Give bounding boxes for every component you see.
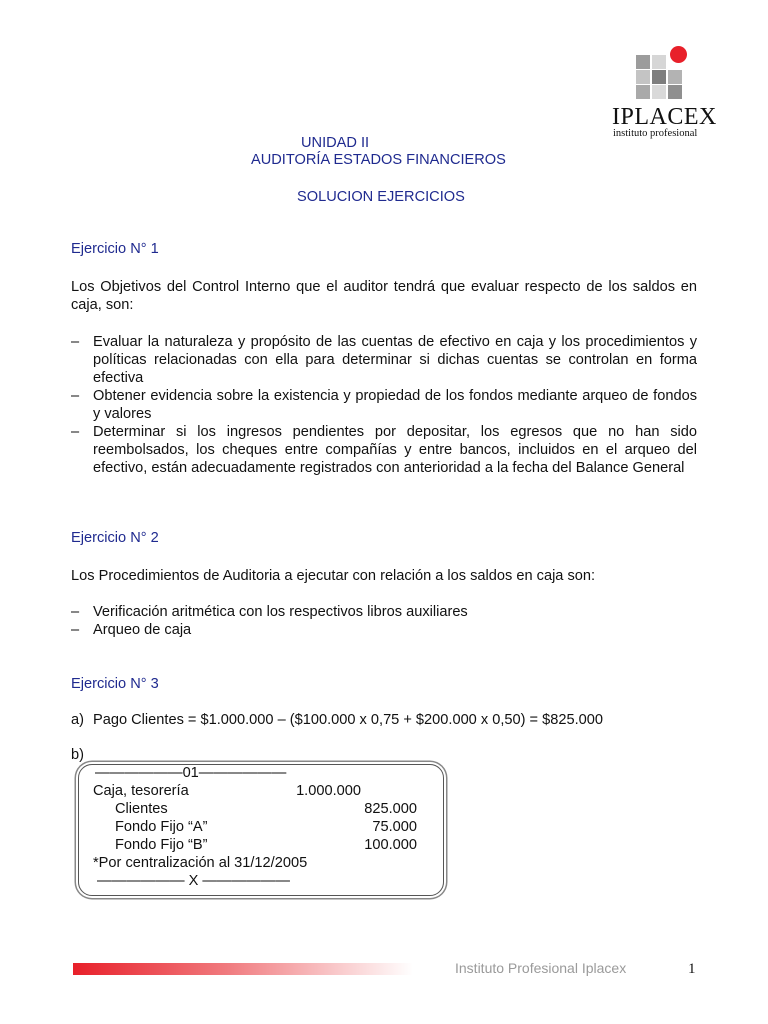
exercise-1-bullets [71,333,697,477]
logo-mosaic-square [652,55,666,69]
logo-mosaic-square [652,85,666,99]
logo-mosaic-square [636,85,650,99]
footer-institution: Instituto Profesional Iplacex [455,960,627,976]
exercise-1-title: Ejercicio N° 1 [71,241,159,257]
item-a-formula: Pago Clientes = $1.000.000 – ($100.000 x 0,75 + $200.000 x 0,50) = $825.000 [93,712,603,728]
journal-debit-account: Caja, tesorería [93,783,189,799]
unit-title: UNIDAD II [301,135,370,151]
logo-brand: IPLACEX [612,104,717,130]
logo-subtitle: instituto profesional [613,128,698,139]
journal-debit-amount: 1.000.000 [296,783,361,799]
journal-credit-account: Fondo Fijo “A” [115,819,208,835]
journal-credit-account: Clientes [115,801,168,817]
list-item: – Determinar si los ingresos pendientes por depositar, los egresos que no han sido reembolsados, los cheques entre compañías y entre bancos, incluidos en el arqueo del efectivo, están adecuadamente registrados con anterioridad a la fecha del Balance General [71,424,697,476]
iplacex-logo [612,44,717,140]
exercise-2-title: Ejercicio N° 2 [71,530,159,546]
document-title: AUDITORÍA ESTADOS FINANCIEROS [251,152,506,168]
journal-top-rule: ——————01—————— [95,765,287,781]
exercise-1-intro: Los Objetivos del Control Interno que el auditor tendrá que evaluar respecto de los saldos en caja, son: [71,279,697,313]
exercise-3-title: Ejercicio N° 3 [71,676,159,692]
exercise-2-intro: Los Procedimientos de Auditoria a ejecutar con relación a los saldos en caja son: [71,568,596,584]
logo-mosaic-square [636,70,650,84]
list-item: – Arqueo de caja [71,622,192,638]
document-subtitle: SOLUCION EJERCICIOS [297,189,465,205]
journal-bottom-rule: —————— X —————— [97,873,290,889]
footer-gradient-bar [73,963,413,975]
list-item: – Evaluar la naturaleza y propósito de las cuentas de efectivo en caja y los procedimientos y políticas relacionadas con ella para determinar si dichas cuentas se controlan en forma efectiva [71,334,697,386]
list-item: – Obtener evidencia sobre la existencia y propiedad de los fondos mediante arqueo de fondos y valores [71,388,697,422]
item-b-label: b) [71,747,84,763]
list-item: – Verificación aritmética con los respectivos libros auxiliares [71,604,468,620]
logo-red-dot-icon [670,46,687,63]
item-a-label: a) [71,712,84,728]
logo-mosaic-square [652,70,666,84]
journal-entry-box [78,764,444,896]
journal-credit-amount: 100.000 [364,837,417,853]
logo-mosaic-square [668,70,682,84]
journal-credit-amount: 825.000 [364,801,417,817]
journal-gloss: *Por centralización al 31/12/2005 [93,855,308,871]
logo-mosaic-square [636,55,650,69]
journal-credit-amount: 75.000 [372,819,417,835]
logo-mosaic-square [668,85,682,99]
journal-credit-account: Fondo Fijo “B” [115,837,208,853]
page-number: 1 [688,961,696,977]
exercise-2-bullets [71,603,697,639]
